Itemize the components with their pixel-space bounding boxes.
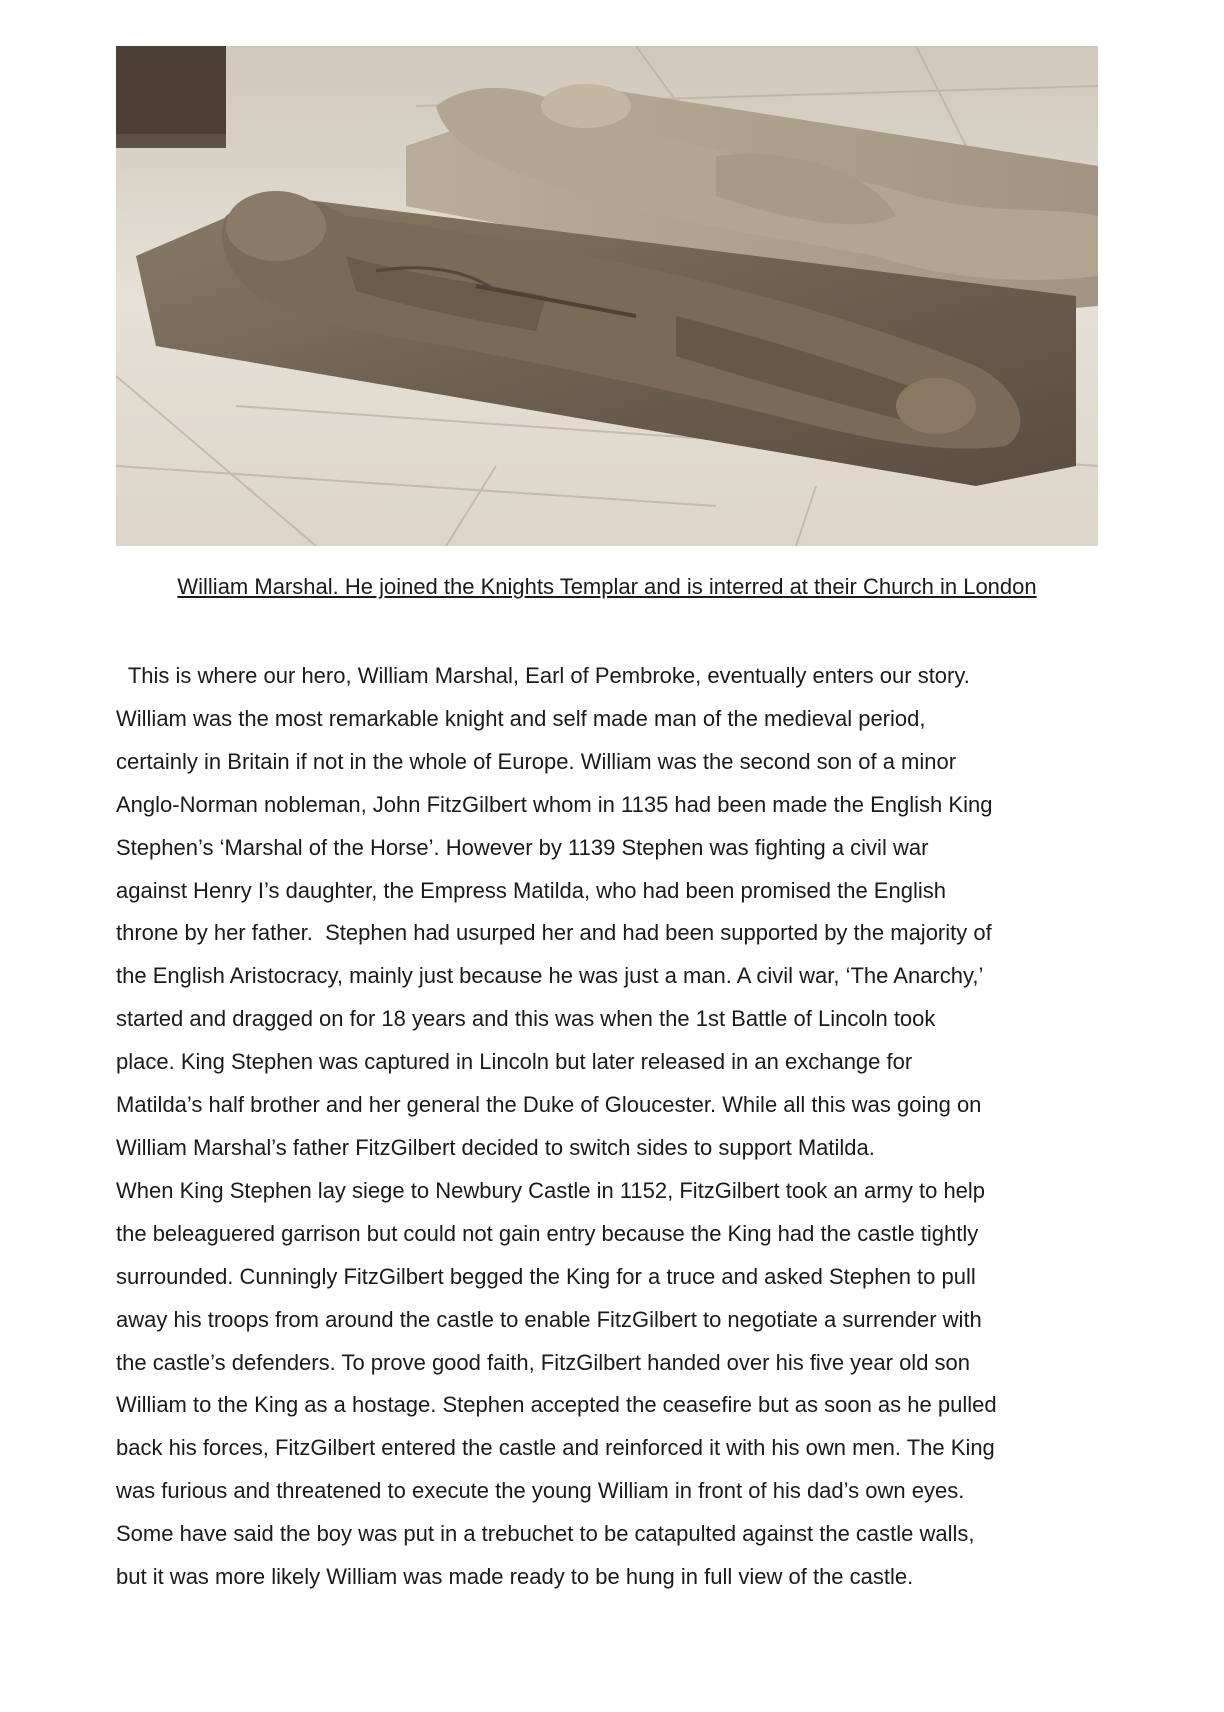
body-paragraph xyxy=(116,655,1106,1599)
body-line: but it was more likely William was made ready to be hung in full view of the castle. xyxy=(116,1564,914,1590)
body-line: William was the most remarkable knight and self made man of the medieval period, xyxy=(116,705,926,731)
body-line: against Henry I’s daughter, the Empress Matilda, who had been promised the English xyxy=(116,877,946,903)
figure-caption: William Marshal. He joined the Knights Templar and is interred at their Church in London xyxy=(177,574,1037,599)
body-line: started and dragged on for 18 years and this was when the 1st Battle of Lincoln took xyxy=(116,1006,936,1032)
body-line: certainly in Britain if not in the whole of Europe. William was the second son of a minor xyxy=(116,748,957,774)
body-line: place. King Stephen was captured in Lincoln but later released in an exchange for xyxy=(116,1049,913,1075)
body-line: Matilda’s half brother and her general the Duke of Gloucester. While all this was going on xyxy=(116,1092,982,1118)
effigy-illustration xyxy=(116,46,1098,546)
body-line: throne by her father. Stephen had usurped her and had been supported by the majority of xyxy=(116,920,992,946)
effigy-photo xyxy=(116,46,1098,546)
body-line: surrounded. Cunningly FitzGilbert begged the King for a truce and asked Stephen to pull xyxy=(116,1263,976,1289)
body-line: William Marshal’s father FitzGilbert decided to switch sides to support Matilda. xyxy=(116,1134,875,1160)
body-line: away his troops from around the castle to enable FitzGilbert to negotiate a surrender with xyxy=(116,1306,982,1332)
body-line: was furious and threatened to execute the young William in front of his dad’s own eyes. xyxy=(116,1478,965,1504)
body-line: Some have said the boy was put in a trebuchet to be catapulted against the castle walls, xyxy=(116,1521,975,1547)
body-line: Stephen’s ‘Marshal of the Horse’. However by 1139 Stephen was fighting a civil war xyxy=(116,834,929,860)
body-line: the beleaguered garrison but could not gain entry because the King had the castle tightly xyxy=(116,1220,979,1246)
body-line: This is where our hero, William Marshal, Earl of Pembroke, eventually enters our story. xyxy=(116,663,970,688)
body-line: Anglo-Norman nobleman, John FitzGilbert whom in 1135 had been made the English King xyxy=(116,791,993,817)
body-line: the castle’s defenders. To prove good faith, FitzGilbert handed over his five year old son xyxy=(116,1349,971,1375)
body-line: back his forces, FitzGilbert entered the castle and reinforced it with his own men. The King xyxy=(116,1435,995,1461)
body-line: the English Aristocracy, mainly just because he was just a man. A civil war, ‘The Anarchy,’ xyxy=(116,963,984,989)
body-line: When King Stephen lay siege to Newbury Castle in 1152, FitzGilbert took an army to help xyxy=(116,1177,986,1203)
body-line: William to the King as a hostage. Stephen accepted the ceasefire but as soon as he pulled xyxy=(116,1392,997,1418)
